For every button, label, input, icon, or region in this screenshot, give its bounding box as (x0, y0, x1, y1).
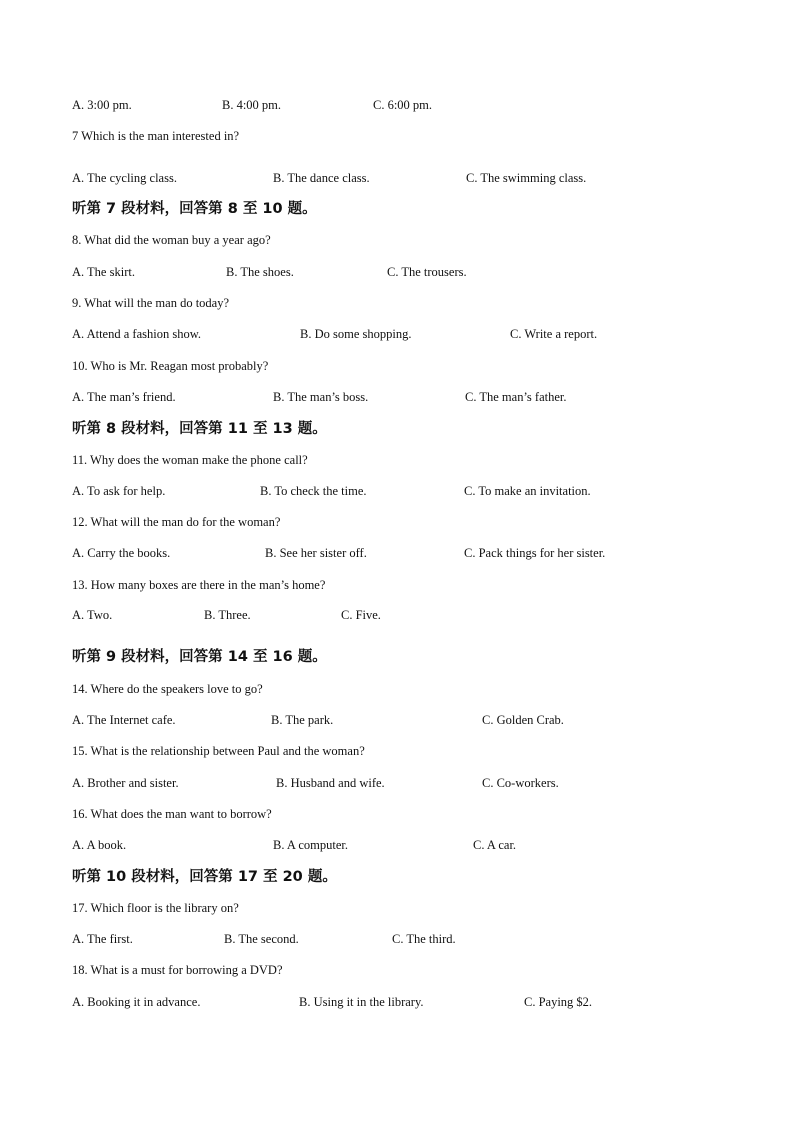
q15-stem: 15. What is the relationship between Paul and the woman? (72, 744, 365, 758)
q12-stem: 12. What will the man do for the woman? (72, 515, 281, 529)
q18-option-c: C. Paying $2. (524, 995, 593, 1009)
q9-option-b: B. Do some shopping. (300, 327, 412, 341)
q8-option-a: A. The skirt. (72, 265, 135, 279)
q10-option-a: A. The man’s friend. (72, 390, 176, 404)
q16-option-a: A. A book. (72, 838, 127, 852)
section-heading-9: 听第 9 段材料，回答第 14 至 16 题。 (72, 649, 327, 665)
q10-option-c: C. The man’s father. (465, 390, 567, 404)
section-heading-10: 听第 10 段材料，回答第 17 至 20 题。 (72, 869, 337, 885)
q14-option-a: A. The Internet cafe. (72, 713, 176, 727)
q9-option-a: A. Attend a fashion show. (72, 327, 202, 341)
q6-option-a: A. 3:00 pm. (72, 98, 132, 112)
q13-option-b: B. Three. (204, 608, 251, 622)
q12-option-c: C. Pack things for her sister. (464, 546, 606, 560)
q16-option-c: C. A car. (473, 838, 517, 852)
q15-option-a: A. Brother and sister. (72, 776, 179, 790)
q17-option-b: B. The second. (224, 932, 299, 946)
q8-stem: 8. What did the woman buy a year ago? (72, 233, 271, 247)
q18-option-b: B. Using it in the library. (299, 995, 424, 1009)
q10-option-b: B. The man’s boss. (273, 390, 369, 404)
q11-stem: 11. Why does the woman make the phone call? (72, 453, 308, 467)
q7-option-a: A. The cycling class. (72, 171, 177, 185)
q7-option-b: B. The dance class. (273, 171, 370, 185)
q7-option-c: C. The swimming class. (466, 171, 587, 185)
q8-option-b: B. The shoes. (226, 265, 294, 279)
q6-option-b: B. 4:00 pm. (222, 98, 282, 112)
q14-option-b: B. The park. (271, 713, 334, 727)
q12-option-a: A. Carry the books. (72, 546, 171, 560)
q9-stem: 9. What will the man do today? (72, 296, 230, 310)
q11-option-b: B. To check the time. (260, 484, 367, 498)
q18-stem: 18. What is a must for borrowing a DVD? (72, 963, 283, 977)
q12-option-b: B. See her sister off. (265, 546, 367, 560)
section-heading-8: 听第 8 段材料，回答第 11 至 13 题。 (72, 421, 327, 437)
q14-stem: 14. Where do the speakers love to go? (72, 682, 263, 696)
q17-option-a: A. The first. (72, 932, 133, 946)
q16-stem: 16. What does the man want to borrow? (72, 807, 272, 821)
q13-option-a: A. Two. (72, 608, 113, 622)
q11-option-a: A. To ask for help. (72, 484, 166, 498)
q15-option-c: C. Co-workers. (482, 776, 559, 790)
q7-stem: 7 Which is the man interested in? (72, 129, 240, 143)
q9-option-c: C. Write a report. (510, 327, 598, 341)
q8-option-c: C. The trousers. (387, 265, 467, 279)
q17-stem: 17. Which floor is the library on? (72, 901, 239, 915)
q10-stem: 10. Who is Mr. Reagan most probably? (72, 359, 269, 373)
q13-stem: 13. How many boxes are there in the man’s home? (72, 578, 326, 592)
q14-option-c: C. Golden Crab. (482, 713, 564, 727)
q6-option-c: C. 6:00 pm. (373, 98, 433, 112)
q11-option-c: C. To make an invitation. (464, 484, 591, 498)
q17-option-c: C. The third. (392, 932, 456, 946)
section-heading-7: 听第 7 段材料，回答第 8 至 10 题。 (72, 201, 317, 217)
q18-option-a: A. Booking it in advance. (72, 995, 201, 1009)
q13-option-c: C. Five. (341, 608, 381, 622)
q16-option-b: B. A computer. (273, 838, 348, 852)
q15-option-b: B. Husband and wife. (276, 776, 385, 790)
